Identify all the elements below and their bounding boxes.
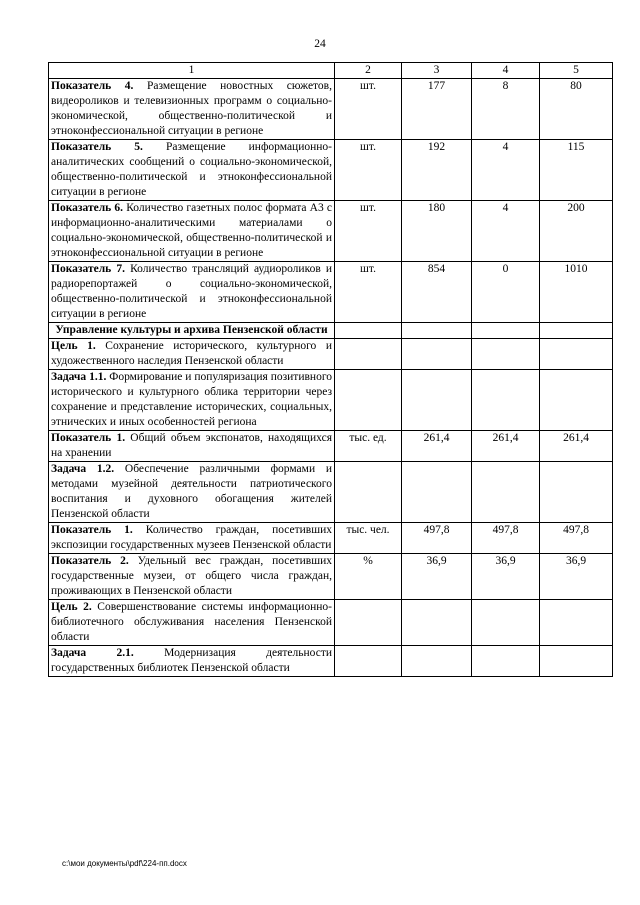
value-col-5: 261,4 xyxy=(540,431,613,462)
row-description xyxy=(49,646,335,677)
table-row xyxy=(49,140,613,201)
table-header-row xyxy=(49,63,613,79)
value-col-5: 200 xyxy=(540,201,613,262)
row-description xyxy=(49,140,335,201)
empty-cell xyxy=(472,323,540,339)
unit-cell: шт. xyxy=(335,140,402,201)
row-text: Количество газетных полос формата А3 с информационно-аналитическими материалами о социально-экономической, общественно-политической и этноконфессиональной ситуации в регионе xyxy=(51,202,332,259)
value-col-3 xyxy=(402,339,472,370)
table-body xyxy=(49,63,613,677)
value-col-3: 192 xyxy=(402,140,472,201)
row-text: Совершенствование системы информационно-библиотечного обслуживания населения Пензенской области xyxy=(51,601,332,643)
table-row xyxy=(49,646,613,677)
unit-cell: тыс. ед. xyxy=(335,431,402,462)
row-text: Сохранение исторического, культурного и художественного наследия Пензенской области xyxy=(51,340,332,367)
value-col-5: 36,9 xyxy=(540,554,613,600)
unit-cell: тыс. чел. xyxy=(335,523,402,554)
row-label: Показатель 5. xyxy=(51,141,143,153)
value-col-5 xyxy=(540,462,613,523)
empty-cell xyxy=(335,323,402,339)
value-col-4: 4 xyxy=(472,140,540,201)
table-row xyxy=(49,462,613,523)
value-col-3: 177 xyxy=(402,79,472,140)
row-text: Размещение информационно-аналитических сообщений о социально-экономической, общественно-политической и этноконфессиональной ситуации в регионе xyxy=(51,141,332,198)
row-text: Количество граждан, посетивших экспозиции государственных музеев Пензенской области xyxy=(51,524,332,551)
unit-cell xyxy=(335,339,402,370)
header-col-2: 2 xyxy=(335,63,402,79)
row-label: Задача 1.1. xyxy=(51,371,107,383)
row-label: Показатель 1. xyxy=(51,432,126,444)
row-label: Цель 2. xyxy=(51,601,92,613)
value-col-4 xyxy=(472,600,540,646)
value-col-4: 36,9 xyxy=(472,554,540,600)
empty-cell xyxy=(402,323,472,339)
row-label: Задача 1.2. xyxy=(51,463,115,475)
table-row xyxy=(49,370,613,431)
value-col-5 xyxy=(540,600,613,646)
value-col-5 xyxy=(540,339,613,370)
unit-cell xyxy=(335,370,402,431)
row-label: Показатель 4. xyxy=(51,80,134,92)
value-col-4: 4 xyxy=(472,201,540,262)
table-row xyxy=(49,600,613,646)
value-col-4 xyxy=(472,339,540,370)
row-label: Цель 1. xyxy=(51,340,96,352)
row-text: Общий объем экспонатов, находящихся на хранении xyxy=(51,432,332,459)
value-col-5: 115 xyxy=(540,140,613,201)
value-col-5: 497,8 xyxy=(540,523,613,554)
unit-cell: шт. xyxy=(335,262,402,323)
row-description xyxy=(49,79,335,140)
empty-cell xyxy=(540,323,613,339)
value-col-4: 261,4 xyxy=(472,431,540,462)
row-description xyxy=(49,600,335,646)
row-description xyxy=(49,201,335,262)
table-row xyxy=(49,554,613,600)
row-label: Показатель 2. xyxy=(51,555,129,567)
value-col-4: 8 xyxy=(472,79,540,140)
value-col-5 xyxy=(540,370,613,431)
row-description xyxy=(49,370,335,431)
row-description xyxy=(49,262,335,323)
value-col-5 xyxy=(540,646,613,677)
row-label: Показатель 1. xyxy=(51,524,133,536)
header-col-4: 4 xyxy=(472,63,540,79)
value-col-3 xyxy=(402,600,472,646)
row-description xyxy=(49,339,335,370)
value-col-3 xyxy=(402,646,472,677)
unit-cell: % xyxy=(335,554,402,600)
table-row xyxy=(49,201,613,262)
value-col-4 xyxy=(472,646,540,677)
value-col-3: 854 xyxy=(402,262,472,323)
value-col-4 xyxy=(472,370,540,431)
value-col-3: 180 xyxy=(402,201,472,262)
table-row xyxy=(49,262,613,323)
row-text: Размещение новостных сюжетов, видеороликов и телевизионных программ о социально-экономической, общественно-политической и этноконфессиональной ситуации в регионе xyxy=(51,80,332,137)
row-text: Обеспечение различными формами и методами музейной деятельности патриотического воспитания и духовного обогащения жителей Пензенской области xyxy=(51,463,332,520)
header-col-5: 5 xyxy=(540,63,613,79)
header-col-3: 3 xyxy=(402,63,472,79)
section-title: Управление культуры и архива Пензенской области xyxy=(49,323,335,339)
value-col-3 xyxy=(402,462,472,523)
section-row xyxy=(49,323,613,339)
header-col-1: 1 xyxy=(49,63,335,79)
unit-cell xyxy=(335,646,402,677)
unit-cell xyxy=(335,462,402,523)
row-label: Показатель 7. xyxy=(51,263,125,275)
page-number: 24 xyxy=(314,38,326,50)
unit-cell: шт. xyxy=(335,79,402,140)
value-col-4 xyxy=(472,462,540,523)
row-description xyxy=(49,523,335,554)
value-col-5: 80 xyxy=(540,79,613,140)
indicators-table xyxy=(48,62,613,677)
value-col-3 xyxy=(402,370,472,431)
row-description xyxy=(49,431,335,462)
value-col-4: 497,8 xyxy=(472,523,540,554)
unit-cell xyxy=(335,600,402,646)
table-row xyxy=(49,339,613,370)
table-row xyxy=(49,79,613,140)
value-col-3: 261,4 xyxy=(402,431,472,462)
value-col-3: 497,8 xyxy=(402,523,472,554)
value-col-3: 36,9 xyxy=(402,554,472,600)
row-text: Удельный вес граждан, посетивших государственные музеи, от общего числа граждан, проживающих в Пензенской области xyxy=(51,555,332,597)
footer-file-path: c:\мои документы\pdf\224-пп.docx xyxy=(62,859,187,868)
row-description xyxy=(49,554,335,600)
row-label: Показатель 6. xyxy=(51,202,124,214)
table-row xyxy=(49,431,613,462)
row-text: Модернизация деятельности государственных библиотек Пензенской области xyxy=(51,647,332,674)
row-text: Формирование и популяризация позитивного исторического и культурного облика территории через сохранение и представление исторических, социальных, этнических и иных особенностей региона xyxy=(51,371,332,428)
value-col-5: 1010 xyxy=(540,262,613,323)
table-row xyxy=(49,523,613,554)
row-label: Задача 2.1. xyxy=(51,647,134,659)
row-description xyxy=(49,462,335,523)
value-col-4: 0 xyxy=(472,262,540,323)
row-text: Количество трансляций аудиороликов и радиорепортажей о социально-экономической, общественно-политической и этноконфессиональной ситуации в регионе xyxy=(51,263,332,320)
unit-cell: шт. xyxy=(335,201,402,262)
